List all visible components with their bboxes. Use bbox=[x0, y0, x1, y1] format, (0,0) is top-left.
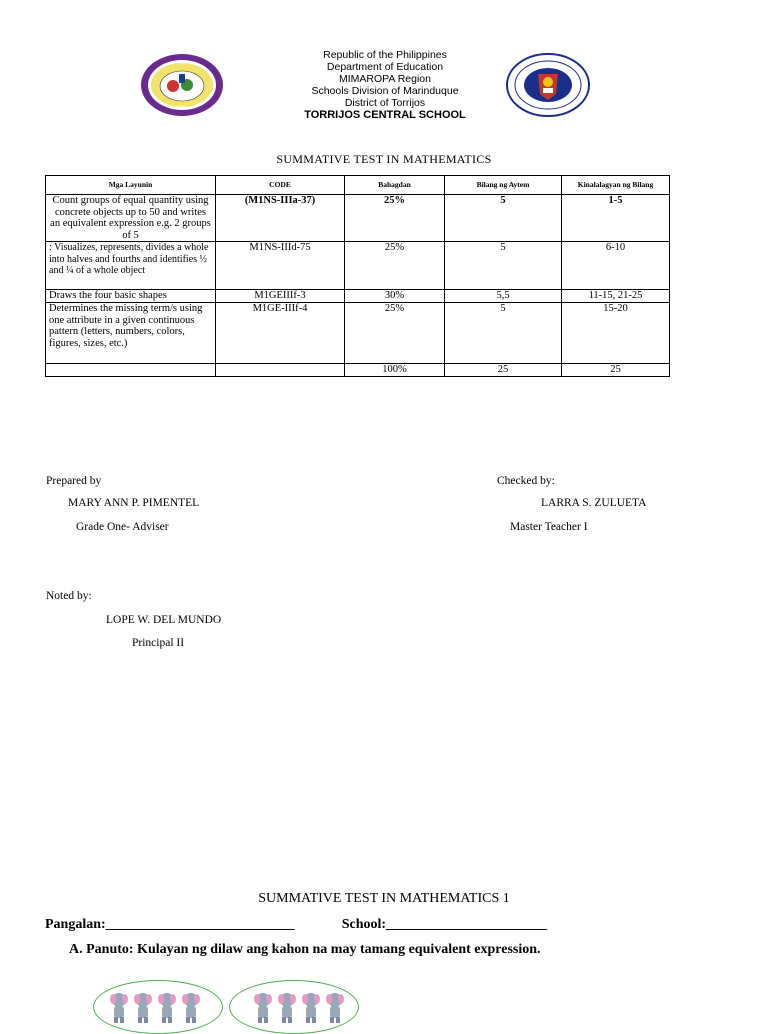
header-line: District of Torrijos bbox=[344, 97, 426, 109]
specification-table bbox=[45, 175, 670, 377]
elephant-icon bbox=[108, 988, 130, 1024]
page-title: SUMMATIVE TEST IN MATHEMATICS bbox=[276, 152, 492, 166]
objective-cell: Determines the missing term/s using one attribute in a given continuous pattern (letters, numbers, colors, figures, sizes, etc.) bbox=[46, 303, 216, 364]
code-cell: M1GE-IIIf-4 bbox=[216, 303, 345, 364]
name-school-line bbox=[45, 917, 547, 933]
items-cell: 5 bbox=[445, 195, 562, 242]
test-title: SUMMATIVE TEST IN MATHEMATICS 1 bbox=[258, 891, 510, 906]
placement-cell: 11-15, 21-25 bbox=[562, 290, 670, 303]
logo-year: 1903 bbox=[176, 105, 188, 111]
checked-label: Checked by: bbox=[497, 475, 555, 487]
prepared-label: Prepared by bbox=[46, 475, 102, 487]
column-header: Bahagdan bbox=[345, 176, 445, 195]
table-header-row bbox=[46, 176, 670, 195]
elephant-icon bbox=[156, 988, 178, 1024]
noted-label: Noted by: bbox=[46, 590, 92, 602]
table-row bbox=[46, 364, 670, 377]
table-row bbox=[46, 303, 670, 364]
header-line: MIMAROPA Region bbox=[338, 73, 431, 85]
percent-cell: 25% bbox=[345, 195, 445, 242]
header-line: Schools Division of Marinduque bbox=[311, 85, 459, 97]
code-cell bbox=[216, 364, 345, 377]
percent-cell: 100% bbox=[345, 364, 445, 377]
elephant-icon bbox=[252, 988, 274, 1024]
prepared-name: MARY ANN P. PIMENTEL bbox=[68, 497, 200, 509]
name-field[interactable]: Pangalan:___________________________ bbox=[45, 917, 295, 932]
objective-cell: Draws the four basic shapes bbox=[46, 290, 216, 303]
placement-cell: 25 bbox=[562, 364, 670, 377]
table-row bbox=[46, 242, 670, 290]
code-cell: M1GEIIIf-3 bbox=[216, 290, 345, 303]
school-name: TORRIJOS CENTRAL SCHOOL bbox=[304, 109, 466, 121]
percent-cell: 25% bbox=[345, 242, 445, 290]
code-cell: (M1NS-IIIa-37) bbox=[216, 195, 345, 242]
elephant-icon bbox=[132, 988, 154, 1024]
objective-cell: : Visualizes, represents, divides a whole into halves and fourths and identifies ½ and ¼ of a whole object bbox=[46, 242, 216, 290]
column-header: CODE bbox=[216, 176, 345, 195]
items-cell: 5 bbox=[445, 242, 562, 290]
percent-cell: 25% bbox=[345, 303, 445, 364]
column-header: Kinalalagyan ng Bilang bbox=[562, 176, 670, 195]
noted-name: LOPE W. DEL MUNDO bbox=[106, 614, 222, 626]
header-line: Republic of the Philippines bbox=[323, 49, 447, 61]
elephant-icon bbox=[300, 988, 322, 1024]
letterhead bbox=[230, 49, 540, 121]
checked-name: LARRA S. ZULUETA bbox=[541, 497, 647, 509]
elephant-group-2 bbox=[252, 988, 346, 1024]
school-field[interactable]: School:_______________________ bbox=[341, 917, 548, 932]
elephant-icon bbox=[276, 988, 298, 1024]
elephant-icon bbox=[324, 988, 346, 1024]
objective-cell bbox=[46, 364, 216, 377]
column-header: Mga Layunin bbox=[46, 176, 216, 195]
placement-cell: 6-10 bbox=[562, 242, 670, 290]
header-line: Department of Education bbox=[326, 61, 444, 73]
code-cell: M1NS-IIId-75 bbox=[216, 242, 345, 290]
instruction: A. Panuto: Kulayan ng dilaw ang kahon na may tamang equivalent expression. bbox=[69, 942, 541, 957]
items-cell: 5,5 bbox=[445, 290, 562, 303]
column-header: Bilang ng Aytem bbox=[445, 176, 562, 195]
elephant-icon bbox=[180, 988, 202, 1024]
checked-position: Master Teacher I bbox=[510, 521, 588, 533]
items-cell: 25 bbox=[445, 364, 562, 377]
prepared-position: Grade One- Adviser bbox=[76, 521, 169, 533]
school-logo bbox=[139, 52, 225, 118]
table-row bbox=[46, 195, 670, 242]
objective-cell: Count groups of equal quantity using concrete objects up to 50 and writes an equivalent expression e.g. 2 groups of 5 bbox=[46, 195, 216, 242]
placement-cell: 1-5 bbox=[562, 195, 670, 242]
items-cell: 5 bbox=[445, 303, 562, 364]
table-row bbox=[46, 290, 670, 303]
noted-position: Principal II bbox=[132, 637, 185, 649]
placement-cell: 15-20 bbox=[562, 303, 670, 364]
percent-cell: 30% bbox=[345, 290, 445, 303]
elephant-group-1 bbox=[108, 988, 202, 1024]
